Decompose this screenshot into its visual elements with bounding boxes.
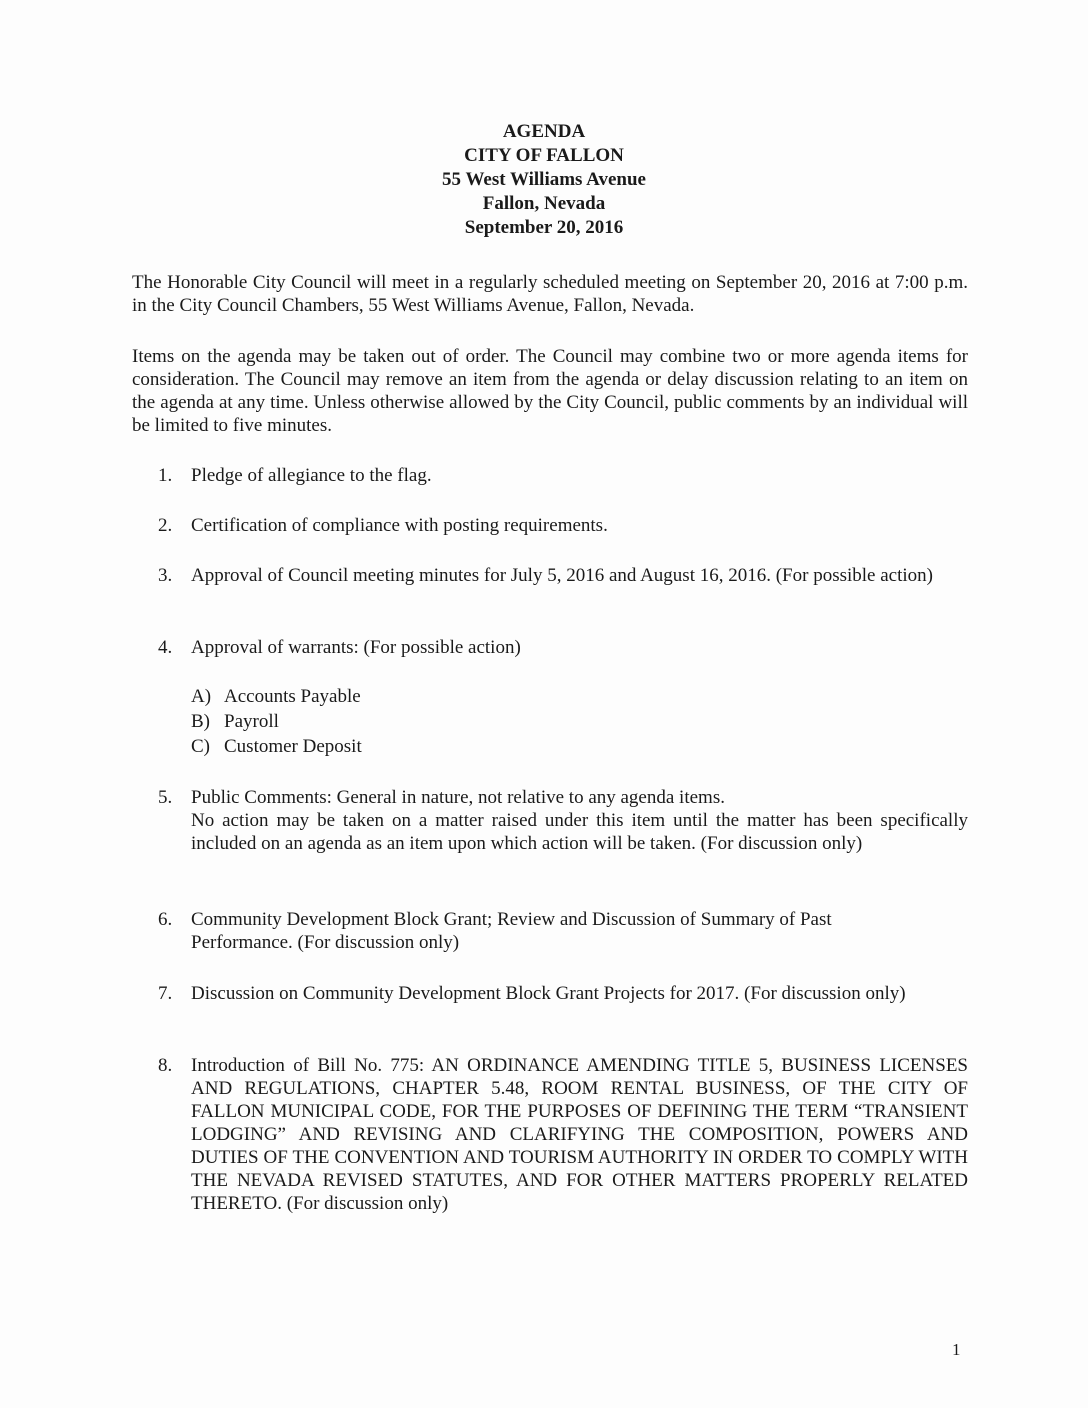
item-number: 2. (158, 515, 173, 536)
warrant-item-accounts-payable (191, 684, 361, 709)
agenda-header (0, 120, 1088, 240)
warrant-letter: A) (191, 686, 212, 707)
agenda-item-5 (158, 786, 968, 855)
intro-paragraph-meeting: The Honorable City Council will meet in a regularly scheduled meeting on September 20, 2016 at 7:00 p.m. in the City Council Chambers, 55 West Williams Avenue, Fallon, Nevada. (132, 272, 968, 316)
item-text: Community Development Block Grant; Review and Discussion of Summary of Past Performance. (For discussion only) (191, 909, 832, 953)
agenda-item-6 (158, 908, 968, 954)
item-number: 8. (158, 1055, 173, 1076)
warrant-letter: C) (191, 736, 210, 757)
agenda-item-1 (158, 464, 968, 487)
item-text: Certification of compliance with posting requirements. (191, 515, 608, 536)
warrant-label: Customer Deposit (224, 736, 362, 757)
intro-paragraph-rules: Items on the agenda may be taken out of order. The Council may combine two or more agenda items for consideration. The Council may remove an item from the agenda or delay discussion relating to an item on the agenda at any time. Unless otherwise allowed by the City Council, public comments by an individual will be limited to five minutes. (132, 346, 968, 436)
warrant-item-customer-deposit (191, 734, 362, 759)
item-text: Approval of Council meeting minutes for July 5, 2016 and August 16, 2016. (For possible action) (191, 565, 933, 586)
agenda-item-3 (158, 564, 968, 587)
agenda-item-8 (158, 1054, 968, 1215)
warrant-letter: B) (191, 711, 210, 732)
warrant-item-payroll (191, 709, 279, 734)
warrant-label: Accounts Payable (224, 686, 361, 707)
header-location: Fallon, Nevada (482, 193, 606, 214)
item-text: Public Comments: General in nature, not relative to any agenda items. (191, 787, 725, 808)
header-address: 55 West Williams Avenue (442, 169, 646, 190)
item-number: 3. (158, 565, 173, 586)
header-date: September 20, 2016 (464, 217, 624, 238)
item-text: Approval of warrants: (For possible action) (191, 637, 521, 658)
item-number: 4. (158, 637, 173, 658)
item-text-detail: No action may be taken on a matter raised under this item until the matter has been specifically included on an agenda as an item upon which action will be taken. (For discussion only) (191, 810, 968, 854)
item-text: Introduction of Bill No. 775: AN ORDINANCE AMENDING TITLE 5, BUSINESS LICENSES AND REGULATIONS, CHAPTER 5.48, ROOM RENTAL BUSINESS, OF THE CITY OF FALLON MUNICIPAL CODE, FOR THE PURPOSES OF DEFINING THE TERM “TRANSIENT LODGING” AND REVISING AND CLARIFYING THE COMPOSITION, POWERS AND DUTIES OF THE CONVENTION AND TOURISM AUTHORITY IN ORDER TO COMPLY WITH THE NEVADA REVISED STATUTES, AND FOR OTHER MATTERS PROPERLY RELATED THERETO. (For discussion only) (191, 1055, 968, 1214)
header-city: CITY OF FALLON (464, 145, 624, 166)
item-number: 1. (158, 465, 173, 486)
item-number: 5. (158, 787, 173, 808)
header-title: AGENDA (502, 121, 586, 142)
agenda-item-2 (158, 514, 968, 537)
agenda-item-7 (158, 982, 968, 1005)
agenda-item-4 (158, 636, 968, 659)
item-number: 7. (158, 983, 173, 1004)
page-number: 1 (952, 1340, 961, 1359)
warrant-label: Payroll (224, 711, 279, 732)
item-number: 6. (158, 909, 173, 930)
item-text: Discussion on Community Development Block Grant Projects for 2017. (For discussion only) (191, 983, 906, 1004)
item-text: Pledge of allegiance to the flag. (191, 465, 432, 486)
